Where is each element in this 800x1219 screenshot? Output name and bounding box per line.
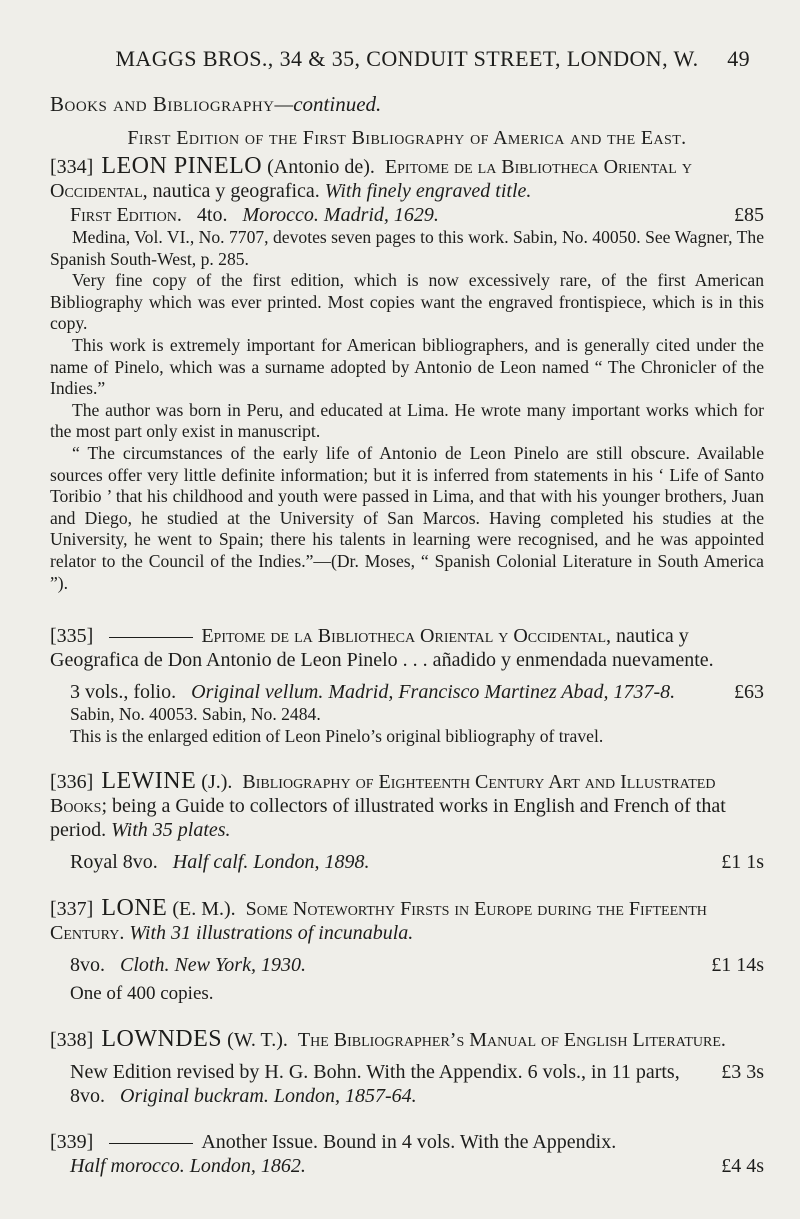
- entry-author: LEWINE: [101, 768, 197, 795]
- entry-binding: Morocco. Madrid, 1629.: [242, 204, 439, 226]
- entry-author-detail: (W. T.).: [227, 1028, 288, 1051]
- entry-binding: Original buckram. London, 1857-64.: [120, 1084, 417, 1107]
- entry-imprint: [70, 850, 764, 874]
- entry-number: [338]: [50, 1028, 94, 1051]
- entry-note: Sabin, No. 40053. Sabin, No. 2484.: [70, 704, 321, 725]
- entry-format: New Edition revised by H. G. Bohn. With the Appendix. 6 vols., in 11 parts, 8vo.: [70, 1060, 680, 1107]
- entry-note: The author was born in Peru, and educated at Lima. He wrote many important works which for the most part only exist in manuscript.: [50, 399, 764, 442]
- catalogue-entry: [50, 154, 764, 594]
- entry-price: £1 1s: [721, 851, 764, 874]
- entry-heading: [50, 154, 764, 203]
- entry-price: £3 3s: [721, 1060, 764, 1083]
- entry-title: The Bibliographer’s Manual of English Literature.: [297, 1028, 726, 1051]
- entry-price: £63: [734, 681, 764, 704]
- entry-number: [334]: [50, 156, 94, 178]
- entry-price: £85: [734, 204, 764, 226]
- entry-binding: Original vellum. Madrid, Francisco Martinez Abad, 1737-8.: [191, 681, 676, 704]
- section-title-main: Books and Bibliography: [50, 92, 275, 116]
- entry-imprint: [70, 680, 764, 704]
- entry-format: 4to.: [196, 204, 228, 226]
- entry-price: £1 14s: [711, 954, 764, 977]
- entry-binding: Half calf. London, 1898.: [172, 851, 370, 874]
- entry-imprint: [70, 1060, 764, 1108]
- entry-price: £4 4s: [721, 1154, 764, 1177]
- entry-author-detail: (E. M.).: [172, 898, 236, 921]
- entry-edition: First Edition.: [70, 204, 182, 226]
- entry-note: One of 400 copies.: [70, 983, 214, 1005]
- entry-note: Very fine copy of the first edition, which is now excessively rare, of the first American Bibliography which was ever printed. Most copies want the engraved frontispiece, which is in this copy.: [50, 270, 764, 334]
- entry-heading: [50, 1130, 764, 1154]
- entry-format: 3 vols., folio.: [70, 681, 177, 704]
- entry-imprint: [70, 1154, 764, 1178]
- entry-author: LONE: [101, 895, 168, 922]
- entry-title-detail: nautica y Geografica de Don Antonio de Leon Pinelo . . . añadido y enmendada nuevamente.: [50, 625, 714, 672]
- catalogue-entry: [50, 1130, 764, 1178]
- entry-number: [335]: [50, 625, 94, 648]
- entry-note: This work is extremely important for American bibliographers, and is generally cited under the name of Pinelo, which was a surname adopted by Antonio de Leon named “ The Chronicler of the Indies.”: [50, 334, 764, 399]
- entry-title-note: With 31 illustrations of incunabula.: [129, 922, 414, 945]
- entry-binding: Cloth. New York, 1930.: [120, 954, 306, 977]
- entry-binding: Half morocco. London, 1862.: [70, 1154, 306, 1177]
- page-number: 49: [727, 46, 750, 71]
- entry-title-note: With finely engraved title.: [324, 180, 532, 202]
- entry-format: 8vo.: [70, 954, 105, 977]
- entry-imprint: [70, 203, 764, 227]
- entry-title-detail: Another Issue. Bound in 4 vols. With the Appendix.: [201, 1130, 617, 1153]
- entry-heading: [50, 769, 764, 842]
- catalogue-entry: [50, 769, 764, 874]
- entry-author-detail: (Antonio de).: [267, 156, 375, 178]
- entry-author: LEON PINELO: [101, 153, 263, 179]
- ditto-rule: [109, 637, 193, 638]
- section-title-continued: —continued.: [274, 92, 382, 116]
- entry-number: [336]: [50, 771, 94, 794]
- catalogue-entry: [50, 624, 764, 747]
- running-head-text: MAGGS BROS., 34 & 35, CONDUIT STREET, LONDON, W.: [115, 46, 699, 71]
- entry-note: “ The circumstances of the early life of Antonio de Leon Pinelo are still obscure. Available sources offer very little definite information; but it is inferred from statements in his ‘ Life of Santo Toribio ’ that his childhood and youth were passed in Lima, and that with his younger brothers, Juan and Diego, he studied at the University of San Marcos. Having completed his studies at the University, he went to Spain; there his talents in learning were recognised, and he was appointed relator to the Council of the Indies.”—(Dr. Moses, “ Spanish Colonial Literature in South America ”).: [50, 442, 764, 593]
- section-title: [50, 92, 764, 117]
- entry-imprint: [70, 953, 764, 977]
- subheading: First Edition of the First Bibliography of America and the East.: [127, 127, 687, 149]
- entry-number: [339]: [50, 1130, 94, 1153]
- entry-title: Epitome de la Bibliotheca Oriental y Occidental,: [201, 625, 612, 648]
- running-head: [50, 46, 764, 72]
- entry-heading: [50, 624, 764, 672]
- entry-title: Epitome de la Bibliotheca Oriental y Occidental,: [50, 156, 692, 202]
- catalogue-entry: [50, 896, 764, 1005]
- entry-author-detail: (J.).: [201, 771, 233, 794]
- entry-title-detail: nautica y geografica.: [152, 180, 320, 202]
- entry-number: [337]: [50, 898, 94, 921]
- entry-author: LOWNDES: [101, 1025, 223, 1052]
- catalogue-entry: [50, 1027, 764, 1108]
- entry-title-detail: being a Guide to collectors of illustrated works in English and French of that period.: [50, 795, 726, 842]
- entry-title: Some Noteworthy Firsts in Europe during the Fifteenth Century.: [50, 898, 707, 945]
- entry-title: Bibliography of Eighteenth Century Art and Illustrated Books;: [50, 771, 716, 818]
- entry-heading: [50, 896, 764, 945]
- entry-format: Royal 8vo.: [70, 851, 158, 874]
- entry-note: Medina, Vol. VI., No. 7707, devotes seven pages to this work. Sabin, No. 40050. See Wagner, The Spanish South-West, p. 285.: [50, 227, 764, 269]
- ditto-rule: [109, 1143, 193, 1144]
- entry-heading: [50, 1027, 764, 1052]
- entry-title-note: With 35 plates.: [111, 819, 231, 842]
- entry-note: This is the enlarged edition of Leon Pinelo’s original bibliography of travel.: [70, 725, 604, 746]
